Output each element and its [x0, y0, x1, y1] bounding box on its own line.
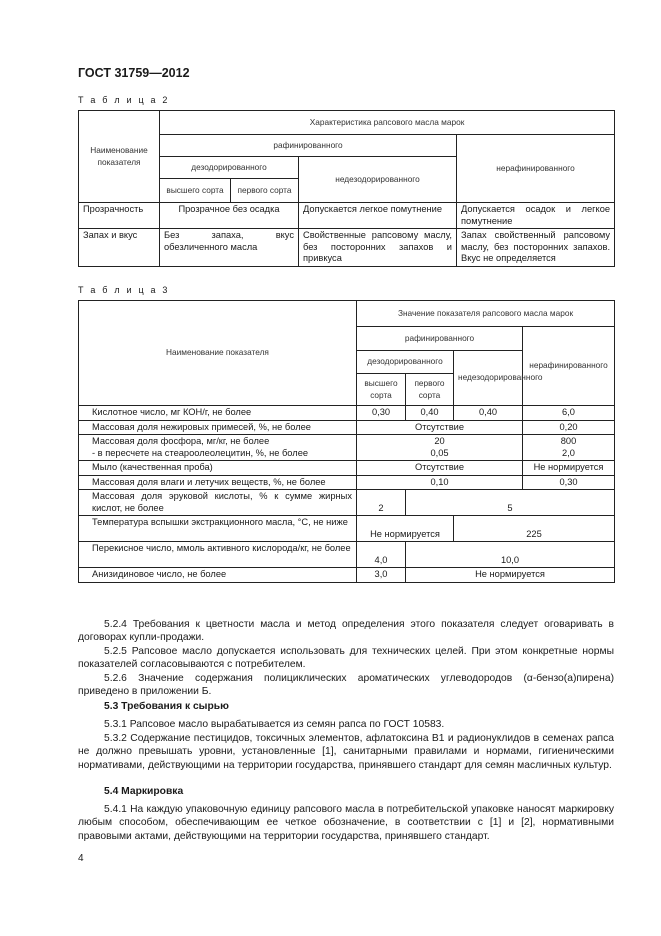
table-row [79, 229, 615, 267]
paragraph-5-4-1: 5.4.1 На каждую упаковочную единицу рапсового масла в потребительской упаковке наносят маркировку любым способом, обеспечивающим ее четкое обозначение, в соответствии с [1] и [2], нормативными правовыми актами, действующими на территории государства, принявшего стандарт. [78, 804, 614, 842]
t3-cell-high: 4,0 [357, 542, 406, 568]
t3-header-value: Значение показателя рапсового масла марок [357, 301, 615, 327]
paragraph-5-2-5: 5.2.5 Рапсовое масло допускается использовать для технических целей. При этом конкретные нормы показателей согласовываются с потребителем. [78, 646, 614, 671]
t3-row-name: Массовая доля нежировых примесей, %, не более [79, 420, 357, 435]
t2-header-refined: рафинированного [160, 135, 457, 157]
table-row [79, 568, 615, 583]
t2-row-name: Прозрачность [79, 203, 160, 229]
table-row [79, 203, 615, 229]
page-number: 4 [78, 853, 84, 864]
t3-cell-refined: Отсутствие [357, 461, 523, 476]
t3-row-name: Массовая доля влаги и летучих веществ, %, не более [79, 475, 357, 490]
section-heading-5-4: 5.4 Маркировка [104, 786, 184, 797]
paragraph-5-3-1: 5.3.1 Рапсовое масло вырабатывается из семян рапса по ГОСТ 10583. [104, 719, 445, 730]
table-row [79, 406, 615, 421]
t2-header-name: Наименование показателя [79, 111, 160, 203]
t3-row-name: Температура вспышки экстракционного масла, °С, не ниже [79, 516, 357, 542]
table-row [79, 542, 615, 568]
t2-header-nondeodorized: недезодорированного [299, 157, 457, 203]
t2-cell-nondeodorized: Допускается легкое помутнение [299, 203, 457, 229]
t2-header-first-grade: первого сорта [231, 179, 299, 203]
t2-header-high-grade: высшего сорта [160, 179, 231, 203]
table-row [79, 420, 615, 435]
t3-row-name: Массовая доля эруковой кислоты, % к сумме жирных кислот, не более [79, 490, 357, 516]
t3-header-refined: рафинированного [357, 327, 523, 351]
table-2 [78, 110, 615, 267]
t2-row-name: Запах и вкус [79, 229, 160, 267]
t3-header-high-grade: высшего сорта [357, 374, 406, 406]
t2-cell-deodorized: Прозрачное без осадка [160, 203, 299, 229]
t3-cell-rest: 225 [454, 516, 615, 542]
t3-header-name: Наименование показателя [79, 301, 357, 406]
t3-cell-refined: 20 0,05 [357, 435, 523, 461]
table3-caption: Т а б л и ц а 3 [78, 285, 170, 295]
t3-header-unrefined: нерафинированного [523, 327, 615, 406]
t2-cell-deodorized: Без запаха, вкус обезличенного масла [160, 229, 299, 267]
table-row [79, 475, 615, 490]
t3-cell-high: 2 [357, 490, 406, 516]
section-heading-5-3: 5.3 Требования к сырью [104, 701, 229, 712]
t3-row-name: Кислотное число, мг КОН/г, не более [79, 406, 357, 421]
t3-row-name: Массовая доля фосфора, мг/кг, не более - в пересчете на стеароолеолецитин, %, не более [79, 435, 357, 461]
t3-row-name: Анизидиновое число, не более [79, 568, 357, 583]
t3-cell-unrefined: 800 2,0 [523, 435, 615, 461]
table-row [79, 435, 615, 461]
t3-cell-refined: 0,10 [357, 475, 523, 490]
t3-row-name: Перекисное число, ммоль активного кислорода/кг, не более [79, 542, 357, 568]
document-header: ГОСТ 31759—2012 [78, 66, 190, 80]
t3-cell-unrefined: 6,0 [523, 406, 615, 421]
t3-cell-rest: 5 [406, 490, 615, 516]
t2-cell-unrefined: Запах свойственный рапсовому маслу, без посторонних запахов. Вкус не определяется [457, 229, 615, 267]
t3-cell-first: 0,40 [406, 406, 454, 421]
paragraph-5-2-4: 5.2.4 Требования к цветности масла и метод определения этого показателя следует оговаривать в договорах купли-продажи. [78, 619, 614, 644]
table-row [79, 490, 615, 516]
t3-cell-high: 3,0 [357, 568, 406, 583]
t3-row-name: Мыло (качественная проба) [79, 461, 357, 476]
t3-cell-unrefined: 0,20 [523, 420, 615, 435]
t2-cell-unrefined: Допускается осадок и легкое помутнение [457, 203, 615, 229]
t3-cell-refined: Отсутствие [357, 420, 523, 435]
t3-cell-high: 0,30 [357, 406, 406, 421]
t3-cell-unrefined: 0,30 [523, 475, 615, 490]
t3-cell-high: Не нормируется [357, 516, 454, 542]
t3-cell-rest: 10,0 [406, 542, 615, 568]
t2-cell-nondeodorized: Свойственные рапсовому маслу, без посторонних запахов и привкуса [299, 229, 457, 267]
t2-header-characteristic: Характеристика рапсового масла марок [160, 111, 615, 135]
t3-header-first-grade: первого сорта [406, 374, 454, 406]
t3-cell-unrefined: Не нормируется [523, 461, 615, 476]
paragraph-5-2-6: 5.2.6 Значение содержания полициклических ароматических углеводородов (α-бензо(а)пирена) приведено в приложении Б. [78, 673, 614, 698]
t2-header-unrefined: нерафинированного [457, 135, 615, 203]
paragraph-5-3-2: 5.3.2 Содержание пестицидов, токсичных элементов, афлатоксина B1 и радионуклидов в семенах рапса не должно превышать уровни, установленные [1], санитарными правилами и нормами, гигиеническими нормативами, действующими на территории государства, принявшего стандарт для семян масличных культур. [78, 733, 614, 771]
table-row [79, 461, 615, 476]
t3-cell-rest: Не нормируется [406, 568, 615, 583]
table-3 [78, 300, 615, 583]
table2-caption: Т а б л и ц а 2 [78, 95, 170, 105]
t3-header-nondeodorized: недезодорированного [454, 351, 523, 406]
t3-cell-nondeodorized: 0,40 [454, 406, 523, 421]
t2-header-deodorized: дезодорированного [160, 157, 299, 179]
table-row [79, 516, 615, 542]
t3-header-deodorized: дезодорированного [357, 351, 454, 374]
